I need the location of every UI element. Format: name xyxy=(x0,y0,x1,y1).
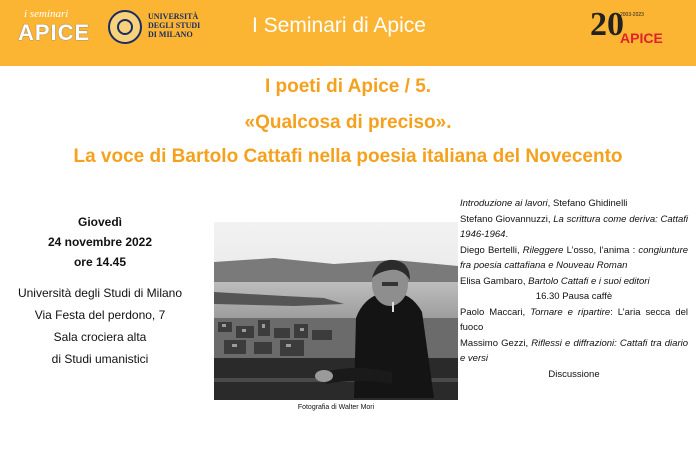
program-speaker: Elisa Gambaro, xyxy=(460,275,529,287)
series-title: I poeti di Apice / 5. xyxy=(264,76,432,97)
event-day: Giovedì xyxy=(77,215,122,229)
university-line: DI MILANO xyxy=(148,30,193,39)
event-venue xyxy=(0,282,200,370)
program-speaker: Stefano Giovannuzzi, xyxy=(460,213,554,225)
program-punct: . xyxy=(505,229,509,240)
program-talk-title: Tornare e ripartire xyxy=(530,306,611,318)
event-titles xyxy=(0,76,696,168)
program-punct: : xyxy=(629,244,639,256)
program-item xyxy=(460,274,688,290)
program-talk-title: Rileggere xyxy=(522,244,564,256)
program-speaker: Paolo Maccari, xyxy=(460,306,531,318)
event-program xyxy=(460,196,688,382)
anniversary-years: 2003-2023 xyxy=(620,12,644,18)
event-subtitle: La voce di Bartolo Cattafi nella poesia italiana del Novecento xyxy=(73,146,623,167)
venue-line: Sala crociera alta xyxy=(53,330,147,344)
event-details xyxy=(0,212,200,370)
program-speaker: Massimo Gezzi, xyxy=(460,337,532,349)
university-name xyxy=(148,12,200,39)
program-talk-title: Bartolo Cattafi e i suoi editori xyxy=(528,275,650,287)
program-item xyxy=(460,305,688,336)
university-line: UNIVERSITÀ xyxy=(148,12,199,21)
venue-line: di Studi umanistici xyxy=(51,352,149,366)
venue-line: Università degli Studi di Milano xyxy=(17,286,183,300)
program-speaker: Diego Bertelli, xyxy=(460,244,523,256)
logo-small-text: i seminari xyxy=(24,8,69,20)
header-banner xyxy=(0,0,696,66)
program-item xyxy=(460,243,688,274)
program-item xyxy=(460,196,688,212)
program-intro-speaker: , Stefano Ghidinelli xyxy=(547,198,628,209)
program-talk-subtitle: : L’aria secca del fuoco xyxy=(460,306,688,333)
program-talk-title: Riflessi e diffrazioni: Cattafi tra diario e versi xyxy=(460,337,688,364)
event-title: «Qualcosa di preciso». xyxy=(244,112,452,133)
portrait-photo xyxy=(214,222,458,400)
venue-line: Via Festa del perdono, 7 xyxy=(34,308,166,322)
program-item xyxy=(460,212,688,243)
program-talk-title: L’osso, l’anima xyxy=(563,244,630,256)
anniversary-number: 20 xyxy=(590,6,624,43)
header-title: I Seminari di Apice xyxy=(252,14,426,37)
apice-seminari-logo xyxy=(18,6,102,52)
anniversary-logo xyxy=(590,6,680,56)
program-discussion: Discussione xyxy=(548,368,600,380)
program-break: 16.30 Pausa caffè xyxy=(535,291,613,302)
program-item xyxy=(460,336,688,367)
program-talk-subtitle: congiunture fra poesia cattafiana e Nouveau Roman xyxy=(460,244,689,271)
anniversary-brand: APICE xyxy=(620,30,663,46)
program-intro-title: Introduzione ai lavori xyxy=(460,198,548,209)
university-seal-icon xyxy=(108,10,142,44)
photo-caption: Fotografia di Walter Mori xyxy=(297,404,375,411)
event-time: ore 14.45 xyxy=(73,255,127,269)
logo-big-text: APICE xyxy=(18,20,91,45)
university-line: DEGLI STUDI xyxy=(148,21,201,30)
event-date: 24 novembre 2022 xyxy=(47,235,153,249)
program-talk-title: La scrittura come deriva: Cattafi 1946-1964 xyxy=(460,213,688,240)
